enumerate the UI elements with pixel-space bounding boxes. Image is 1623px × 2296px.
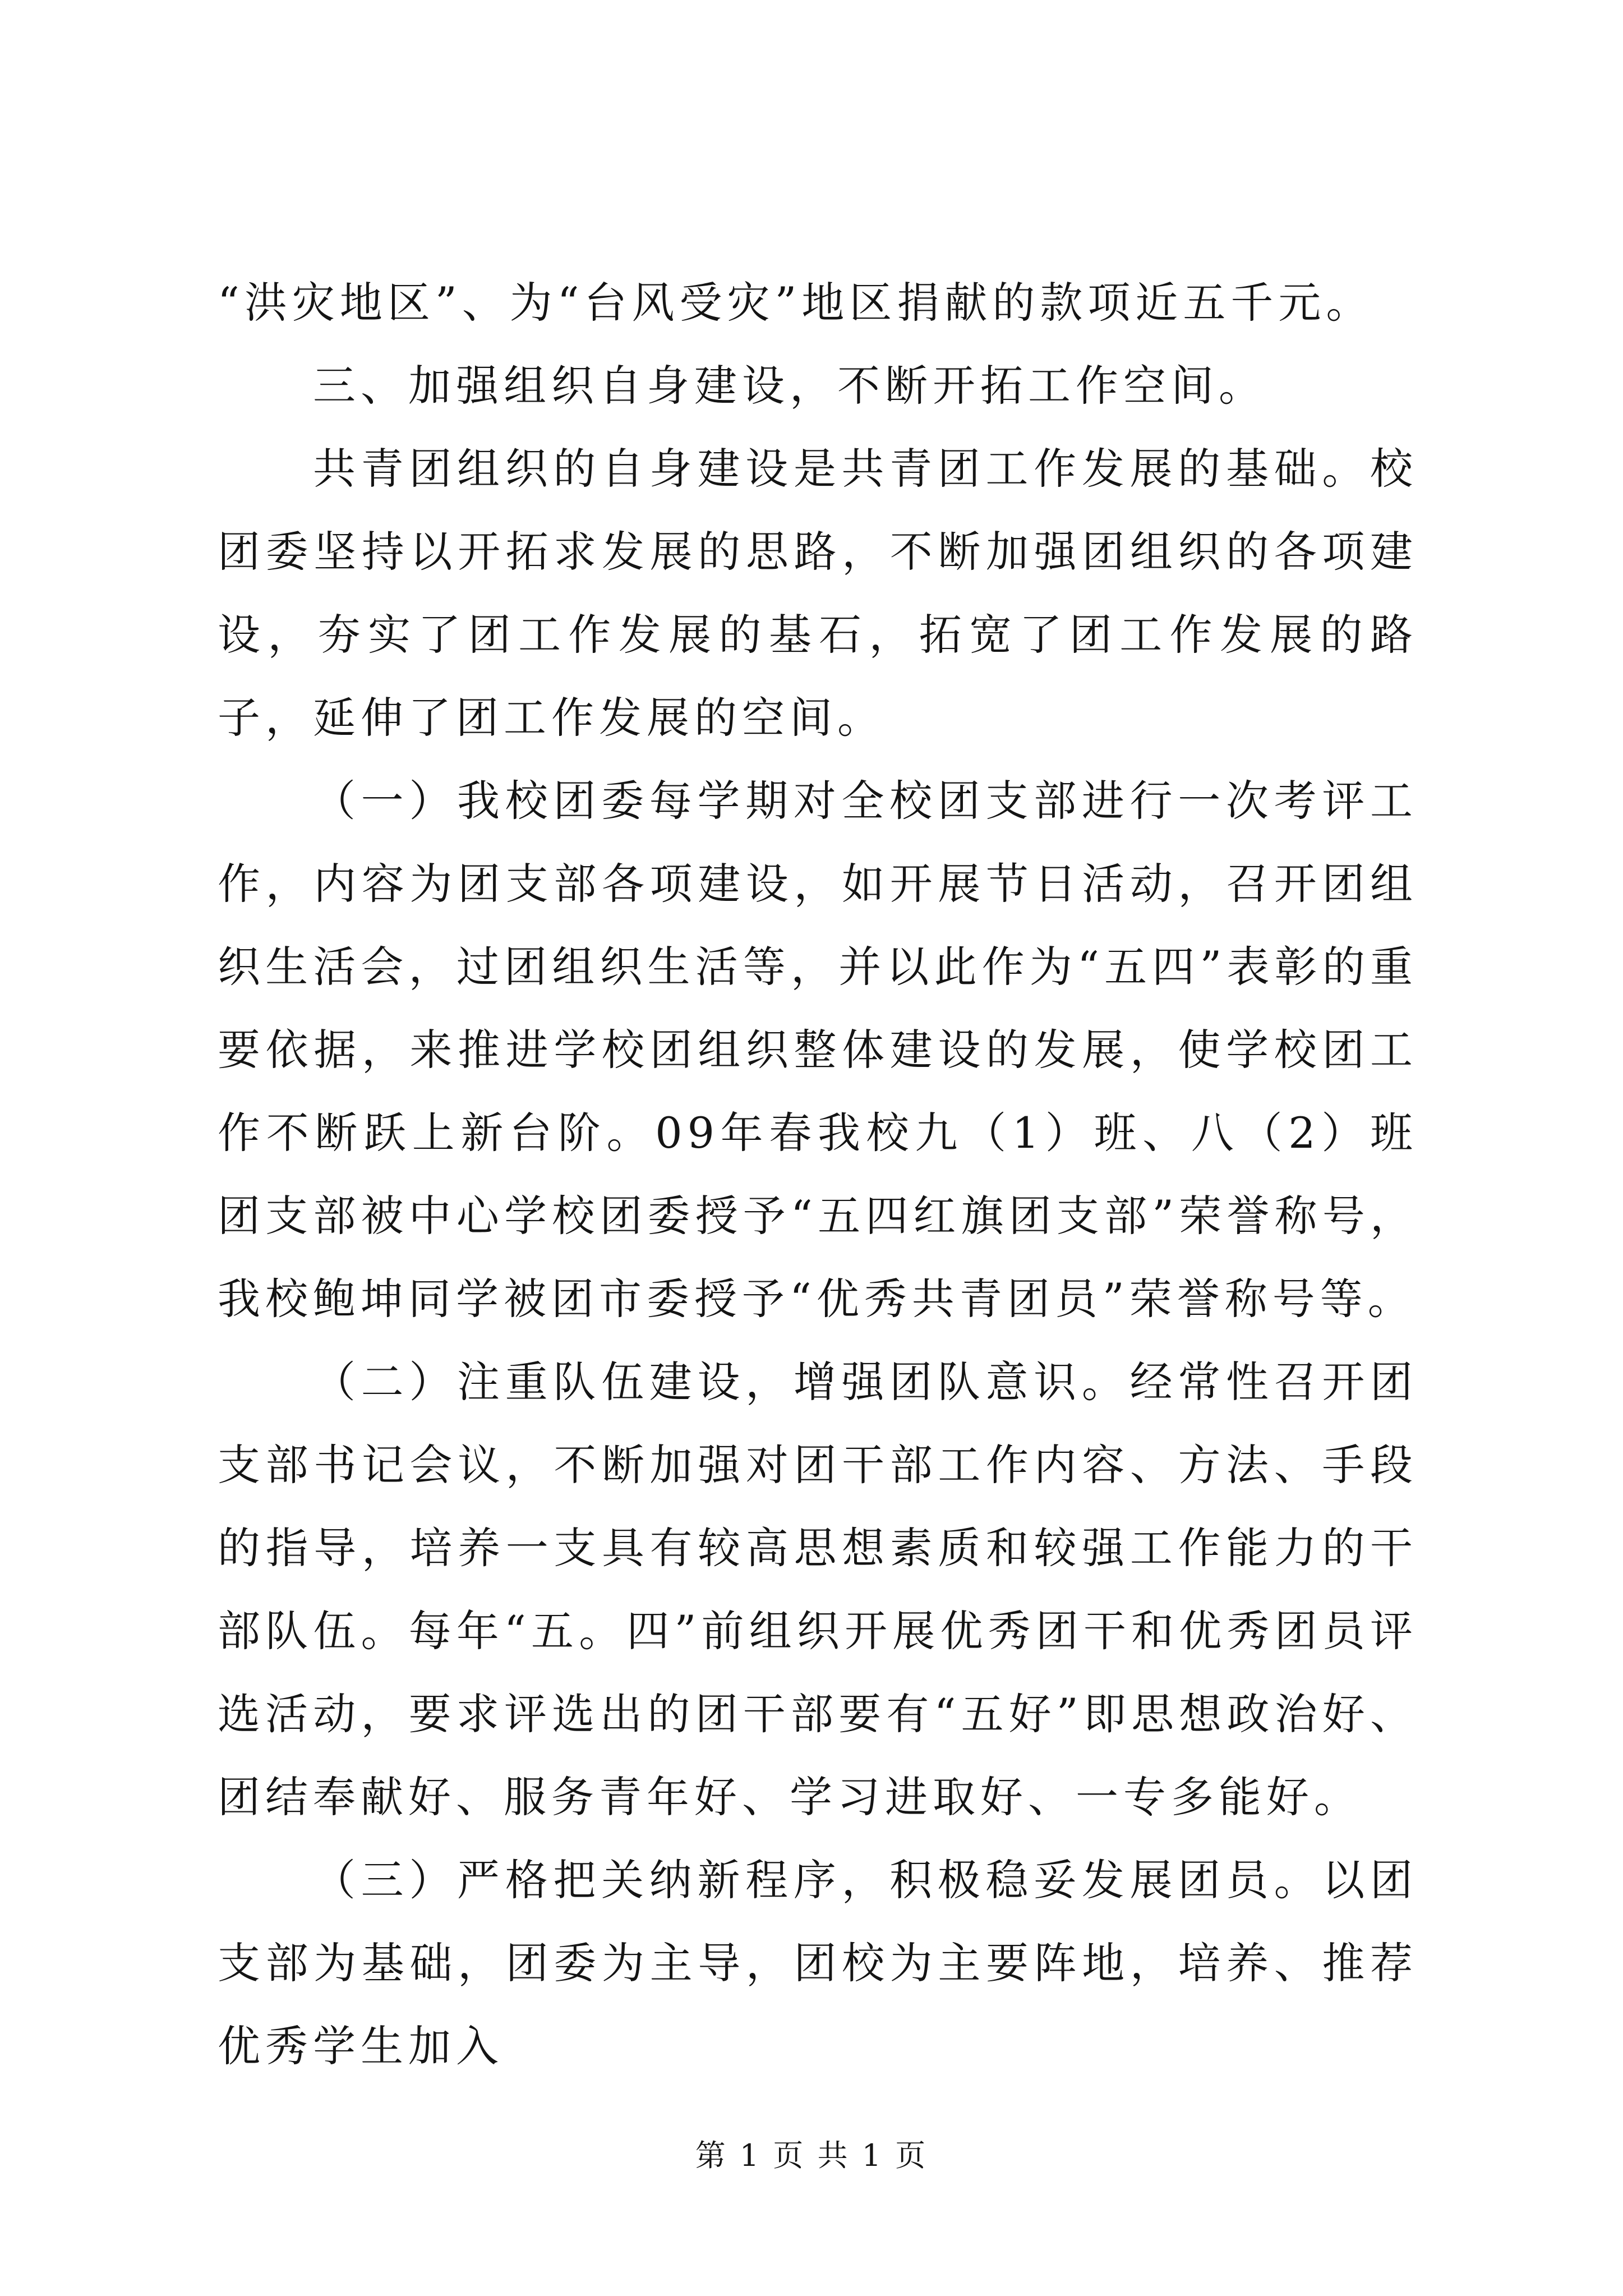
document-body [218,261,1418,2088]
paragraph-continuation: “洪灾地区”、为“台风受灾”地区捐献的款项近五千元。 [218,278,1374,328]
page-number-footer: 第 1 页 共 1 页 [695,2138,928,2173]
paragraph-item-3: （三）严格把关纳新程序，积极稳妥发展团员。以团支部为基础，团委为主导，团校为主要阵地，培养、推荐优秀学生加入 [218,1855,1418,2071]
paragraph-item-2: （二）注重队伍建设，增强团队意识。经常性召开团支部书记会议，不断加强对团干部工作内容、方法、手段的指导，培养一支具有较高思想素质和较强工作能力的干部队伍。每年“五。四”前组织开展优秀团干和优秀团员评选活动，要求评选出的团干部要有“五好”即思想政治好、团结奉献好、服务青年好、学习进取好、一专多能好。 [218,1357,1418,1822]
section-heading-3: 三、加强组织自身建设，不断开拓工作空间。 [313,361,1266,411]
paragraph-intro: 共青团组织的自身建设是共青团工作发展的基础。校团委坚持以开拓求发展的思路，不断加强团组织的各项建设，夯实了团工作发展的基石，拓宽了团工作发展的路子，延伸了团工作发展的空间。 [218,444,1418,743]
paragraph-item-1: （一）我校团委每学期对全校团支部进行一次考评工作，内容为团支部各项建设，如开展节日活动，召开团组织生活会，过团组织生活等，并以此作为“五四”表彰的重要依据，来推进学校团组织整体建设的发展，使学校团工作不断跃上新台阶。09年春我校九（1）班、八（2）班团支部被中心学校团委授予“五四红旗团支部”荣誉称号，我校鲍坤同学被团市委授予“优秀共青团员”荣誉称号等。 [218,776,1418,1324]
